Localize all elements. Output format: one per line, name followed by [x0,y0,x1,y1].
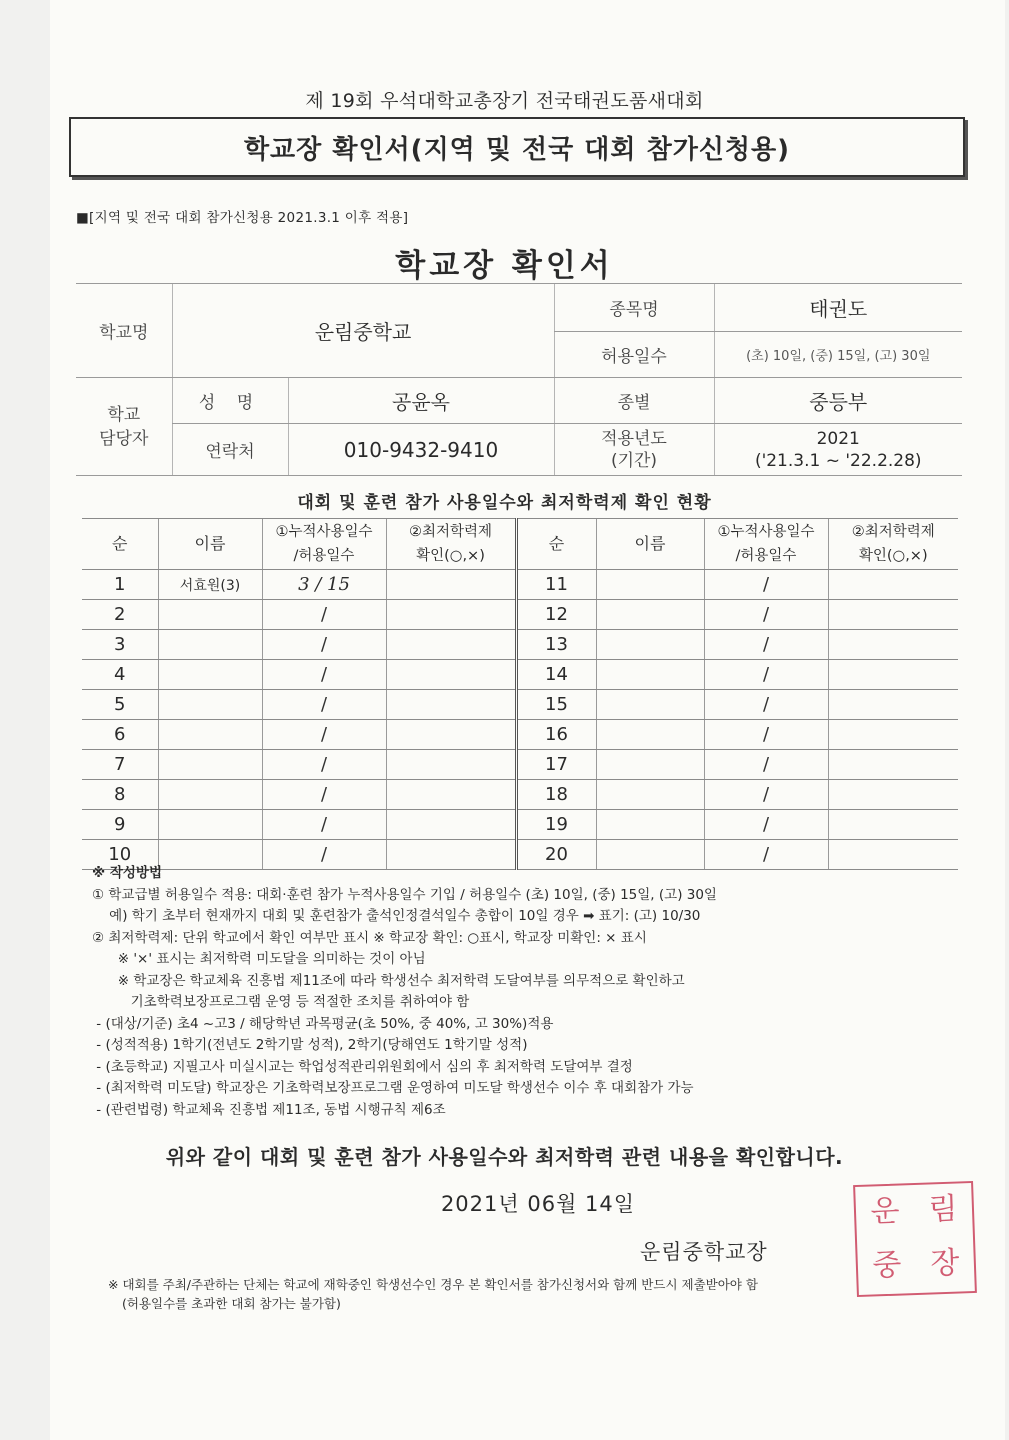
instruction-line: ② 최저학력제: 단위 학교에서 확인 여부만 표시 ※ 학교장 확인: ○표시, 학교장 미확인: × 표시 [92,929,647,946]
year-label: 적용년도 (기간) [554,424,714,476]
student-name [158,660,262,690]
roster-header [82,519,958,570]
academic-check [386,690,516,720]
row-number: 2 [82,600,158,630]
academic-check [386,600,516,630]
row-number: 9 [82,810,158,840]
academic-check [386,810,516,840]
academic-check [828,570,958,600]
days-used: / [704,780,828,810]
school-label: 학교명 [76,284,172,378]
days-used: / [704,600,828,630]
days-used: / [262,720,386,750]
header-days: ①누적사용일수 /허용일수 [262,519,386,570]
row-number: 3 [82,630,158,660]
confirmation-statement: 위와 같이 대회 및 훈련 참가 사용일수와 최저학력 관련 내용을 확인합니다. [165,1145,844,1169]
academic-check [828,750,958,780]
table-row [82,810,958,840]
row-number: 16 [516,720,596,750]
footer-note [108,1275,978,1313]
seal-character: 운 [869,1193,901,1230]
academic-check [828,660,958,690]
instruction-line: - (대상/기준) 초4 ~고3 / 해당학년 과목평균(초 50%, 중 40%, 고 30%)적용 [92,1015,554,1032]
student-name [596,660,704,690]
principal-signature: 운림중학교장 [640,1240,768,1264]
event-label: 종목명 [554,284,714,332]
student-name [158,630,262,660]
academic-check [828,630,958,660]
row-number: 13 [516,630,596,660]
days-used: / [262,600,386,630]
student-name [596,750,704,780]
footer-line: (허용일수를 초과한 대회 참가는 불가함) [122,1296,341,1311]
days-used: / [704,840,828,870]
table-row [82,690,958,720]
row-number: 6 [82,720,158,750]
header-days-right: ①누적사용일수 /허용일수 [704,519,828,570]
days-used: / [704,690,828,720]
row-number: 11 [516,570,596,600]
table-row [82,750,958,780]
info-table [76,283,962,476]
header-no-right: 순 [516,519,596,570]
row-number: 4 [82,660,158,690]
days-used: / [704,810,828,840]
header-academic-right: ②최저학력제 확인(○,×) [828,519,958,570]
academic-check [828,720,958,750]
days-used: / [262,840,386,870]
academic-check [386,570,516,600]
row-number: 7 [82,750,158,780]
days-used: / [262,780,386,810]
student-name [158,720,262,750]
manager-name: 공윤옥 [288,378,554,424]
row-number: 12 [516,600,596,630]
manager-label: 학교 담당자 [76,378,172,476]
issue-date: 2021년 06월 14일 [440,1192,636,1216]
instruction-line: ※ '×' 표시는 최저학력 미도달을 의미하는 것이 아님 [92,951,426,967]
row-number: 19 [516,810,596,840]
header-academic: ②최저학력제 확인(○,×) [386,519,516,570]
header-name: 이름 [158,519,262,570]
student-name [158,690,262,720]
days-used: / [262,630,386,660]
days-used: / [704,720,828,750]
instruction-line: ※ 학교장은 학교체육 진흥법 제11조에 따라 학생선수 최저학력 도달여부를 의무적으로 확인하고 [92,972,685,989]
name-label: 성 명 [172,378,288,424]
student-name [596,630,704,660]
student-name [596,780,704,810]
roster-table [82,518,958,870]
student-name [596,600,704,630]
academic-check [386,780,516,810]
academic-check [828,600,958,630]
academic-check [828,780,958,810]
document-title: 학교장 확인서 [395,248,614,284]
row-number: 18 [516,780,596,810]
section-title: 대회 및 훈련 참가 사용일수와 최저학력제 확인 현황 [297,493,712,513]
days-used: / [704,750,828,780]
table-row [82,570,958,600]
header-no: 순 [82,519,158,570]
seal-character: 중 [871,1247,902,1284]
row-number: 17 [516,750,596,780]
instruction-line: - (관련법령) 학교체육 진흥법 제11조, 동법 시행규칙 제6조 [92,1101,446,1118]
student-name [596,690,704,720]
table-row [82,660,958,690]
table-row [82,630,958,660]
category-value: 중등부 [714,378,962,424]
table-row [82,780,958,810]
event-value: 태권도 [714,284,962,332]
days-used: / [262,690,386,720]
student-name [158,810,262,840]
contact-value: 010-9432-9410 [288,424,554,476]
instruction-line: - (최저학력 미도달) 학교장은 기초학력보장프로그램 운영하여 미도달 학생선수 이수 후 대회참가 가능 [92,1080,694,1096]
row-number: 5 [82,690,158,720]
header-name-right: 이름 [596,519,704,570]
academic-check [386,630,516,660]
period-value: ('21.3.1 ~ '22.2.28) [754,450,922,471]
writing-instructions [92,863,972,1121]
academic-check [386,720,516,750]
year-value: 2021 [816,428,860,449]
table-row [82,720,958,750]
days-used: / [262,750,386,780]
allowed-days-label: 허용일수 [554,332,714,378]
contact-label: 연락처 [172,424,288,476]
academic-check [386,660,516,690]
instruction-line: 예) 학기 초부터 현재까지 대회 및 훈련참가 출석인정결석일수 총합이 10일 경우 ➡ 표기: (고) 10/30 [92,908,701,924]
student-name [596,720,704,750]
instruction-line: ※ 작성방법 [92,865,162,881]
allowed-days-value: (초) 10일, (중) 15일, (고) 30일 [714,332,962,378]
days-used: / [704,570,828,600]
student-name [158,750,262,780]
days-used: / [704,660,828,690]
days-used: / [262,810,386,840]
academic-check [828,690,958,720]
student-name: 서효원(3) [158,570,262,600]
student-name [596,810,704,840]
instruction-line: 기초학력보장프로그램 운영 등 적절한 조치를 취하여야 함 [92,994,470,1010]
student-name [158,780,262,810]
row-number: 20 [516,840,596,870]
days-used: / [262,660,386,690]
row-number: 14 [516,660,596,690]
instruction-line: - (초등학교) 지필고사 미실시교는 학업성적관리위원회에서 심의 후 최저학력 도달여부 결정 [92,1058,633,1075]
applicability-note: ■[지역 및 전국 대회 참가신청용 2021.3.1 이후 적용] [76,210,409,226]
row-number: 15 [516,690,596,720]
school-value: 운림중학교 [172,284,554,378]
seal-character: 림 [927,1191,959,1228]
row-number: 8 [82,780,158,810]
row-number: 1 [82,570,158,600]
banner-title: 학교장 확인서(지역 및 전국 대회 참가신청용) [69,117,965,177]
footer-line: ※ 대회를 주최/주관하는 단체는 학교에 재학중인 학생선수인 경우 본 확인서를 참가신청서와 함께 반드시 제출받아야 함 [108,1277,758,1292]
academic-check [386,750,516,780]
days-used: 3 / 15 [262,570,386,600]
seal-character: 장 [929,1245,960,1282]
instruction-line: ① 학교급별 허용일수 적용: 대회·훈련 참가 누적사용일수 기입 / 허용일수 (초) 10일, (중) 15일, (고) 30일 [92,886,717,903]
student-name [596,570,704,600]
instruction-line: - (성적적용) 1학기(전년도 2학기말 성적), 2학기(당해연도 1학기말 성적) [92,1037,528,1053]
row-number: 10 [82,840,158,870]
table-row [82,600,958,630]
days-used: / [704,630,828,660]
category-label: 종별 [554,378,714,424]
academic-check [828,810,958,840]
event-title: 제 19회 우석대학교총장기 전국태권도품새대회 [305,90,704,112]
student-name [158,600,262,630]
